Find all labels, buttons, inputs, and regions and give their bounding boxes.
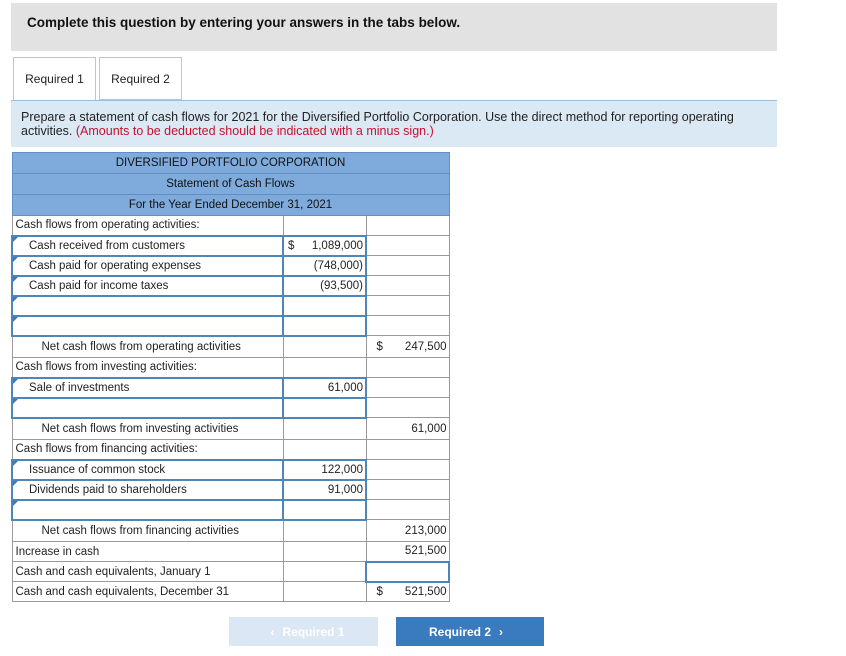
amount-input[interactable]: 61,000 [283, 378, 366, 398]
previous-button[interactable]: ‹ Required 1 [229, 617, 378, 646]
amount-input[interactable]: (93,500) [283, 276, 366, 296]
tab-strip [11, 57, 777, 101]
amount-input[interactable] [283, 398, 366, 418]
net-operating-total[interactable]: $ 247,500 [366, 336, 449, 358]
net-financing-total[interactable]: 213,000 [366, 520, 449, 542]
prompt-note: (Amounts to be deducted should be indicated with a minus sign.) [75, 124, 434, 138]
cash-flow-statement [11, 152, 450, 602]
net-investing-total[interactable]: 61,000 [366, 418, 449, 440]
net-financing-row: Net cash flows from financing activities 213,000 [12, 520, 449, 542]
row-label-input[interactable]: Sale of investments [12, 378, 283, 398]
statement-period: For the Year Ended December 31, 2021 [12, 195, 449, 216]
net-operating-row: Net cash flows from operating activities $ 247,500 [12, 336, 449, 358]
amount-input[interactable] [283, 296, 366, 316]
section-header-financing: Cash flows from financing activities: [12, 440, 449, 460]
ending-cash-total[interactable]: $ 521,500 [366, 582, 449, 602]
table-row [12, 378, 449, 398]
table-row-empty [12, 296, 449, 316]
company-name: DIVERSIFIED PORTFOLIO CORPORATION [12, 153, 449, 174]
beginning-cash-input[interactable] [366, 562, 449, 582]
table-row [12, 276, 449, 296]
ending-cash-row: Cash and cash equivalents, December 31 $ 521,500 [12, 582, 449, 602]
row-label-input[interactable] [12, 316, 283, 336]
amount-input[interactable]: $ 1,089,000 [283, 236, 366, 256]
section-header-operating: Cash flows from operating activities: [12, 216, 449, 236]
dollar-sign: $ [288, 239, 295, 252]
row-label-input[interactable] [12, 500, 283, 520]
table-row [12, 460, 449, 480]
row-label-input[interactable]: Dividends paid to shareholders [12, 480, 283, 500]
row-label-input[interactable]: Cash paid for operating expenses [12, 256, 283, 276]
prompt-text: Prepare a statement of cash flows for 2021 for the Diversified Portfolio Corporation. Use the direct method for reporting operating activities. [21, 110, 734, 138]
table-row [12, 256, 449, 276]
row-label-input[interactable] [12, 296, 283, 316]
tab-required-2[interactable]: Required 2 [99, 57, 182, 100]
next-button[interactable]: Required 2 › [396, 617, 544, 646]
table-row-empty [12, 500, 449, 520]
table-row-empty [12, 398, 449, 418]
statement-title: Statement of Cash Flows [12, 174, 449, 195]
amount-input[interactable]: 122,000 [283, 460, 366, 480]
section-header-investing: Cash flows from investing activities: [12, 358, 449, 378]
increase-row: Increase in cash 521,500 [12, 542, 449, 562]
chevron-right-icon: › [499, 624, 503, 639]
increase-total[interactable]: 521,500 [366, 542, 449, 562]
instruction-text: Complete this question by entering your answers in the tabs below. [27, 15, 461, 30]
question-prompt [11, 101, 777, 147]
amount-input[interactable]: 91,000 [283, 480, 366, 500]
table-row-empty [12, 316, 449, 336]
amount-input[interactable] [283, 316, 366, 336]
table-row [12, 480, 449, 500]
row-label-input[interactable]: Issuance of common stock [12, 460, 283, 480]
row-label-input[interactable]: Cash received from customers [12, 236, 283, 256]
row-label-input[interactable] [12, 398, 283, 418]
chevron-left-icon: ‹ [270, 624, 275, 639]
beginning-cash-row: Cash and cash equivalents, January 1 [12, 562, 449, 582]
row-label-input[interactable]: Cash paid for income taxes [12, 276, 283, 296]
instruction-bar [11, 3, 777, 51]
tab-required-1[interactable]: Required 1 [13, 57, 96, 101]
amount-input[interactable] [283, 500, 366, 520]
amount-input[interactable]: (748,000) [283, 256, 366, 276]
net-investing-row: Net cash flows from investing activities 61,000 [12, 418, 449, 440]
table-row [12, 236, 449, 256]
